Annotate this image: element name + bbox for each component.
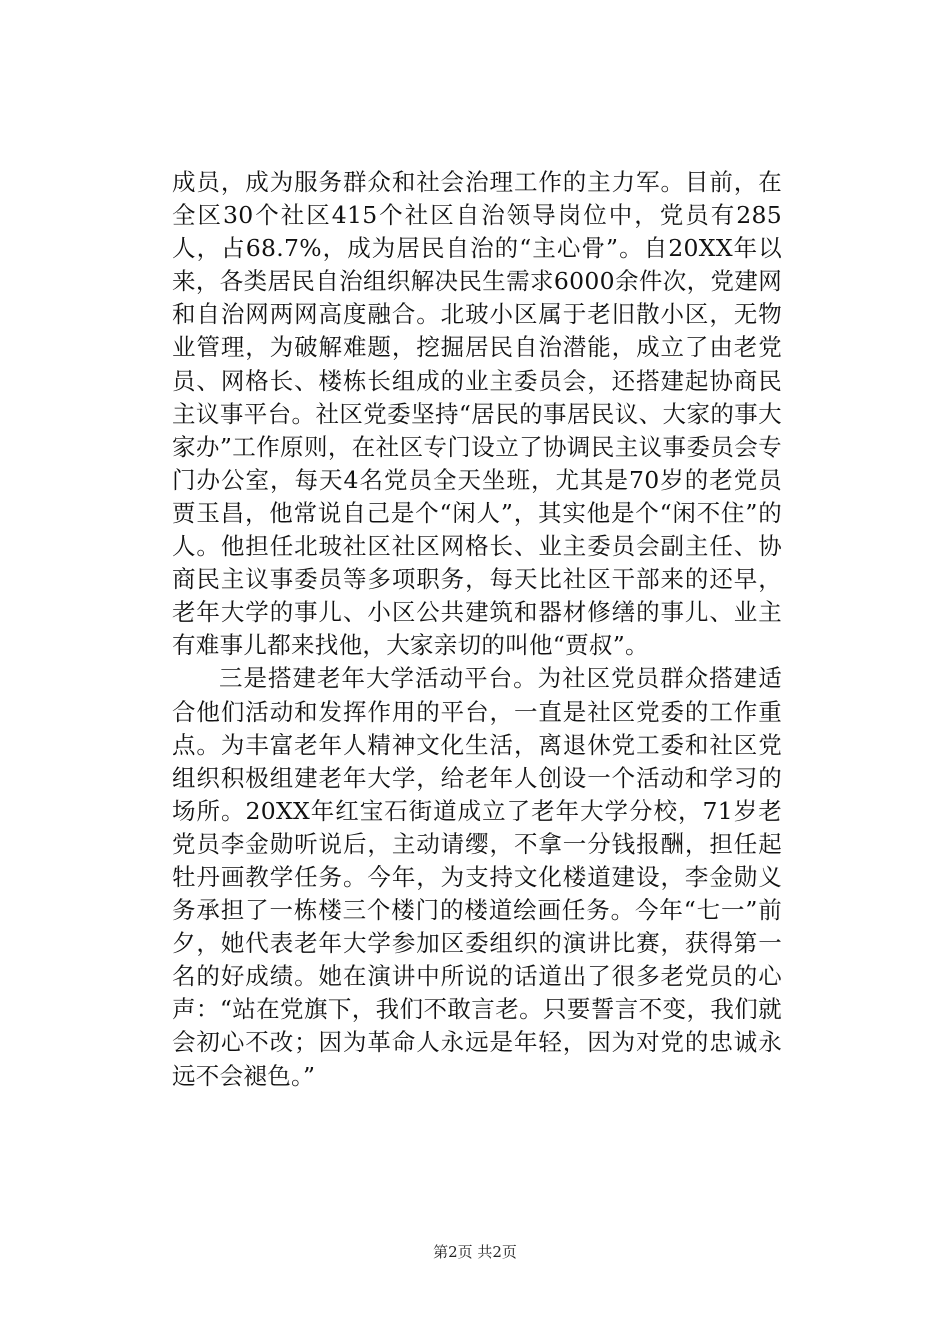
body-text <box>172 166 782 1093</box>
page-footer: 第2页 共2页 <box>433 1243 517 1261</box>
paragraph-continuation: 成员，成为服务群众和社会治理工作的主力军。目前，在全区30个社区415个社区自治领导岗位中，党员有285人，占68.7%，成为居民自治的“主心骨”。自20XX年以来，各类居民自治组织解决民生需求6000余件次，党建网和自治网两网高度融合。北玻小区属于老旧散小区，无物业管理，为破解难题，挖掘居民自治潜能，成立了由老党员、网格长、楼栋长组成的业主委员会，还搭建起协商民主议事平台。社区党委坚持“居民的事居民议、大家的事大家办”工作原则，在社区专门设立了协调民主议事委员会专门办公室，每天4名党员全天坐班，尤其是70岁的老党员贾玉昌，他常说自己是个“闲人”，其实他是个“闲不住”的人。他担任北玻社区社区网格长、业主委员会副主任、协商民主议事委员等多项职务，每天比社区干部来的还早，老年大学的事儿、小区公共建筑和器材修缮的事儿、业主有难事儿都来找他，大家亲切的叫他“贾叔”。 <box>172 168 782 660</box>
paragraph-senior-university: 三是搭建老年大学活动平台。为社区党员群众搭建适合他们活动和发挥作用的平台，一直是社区党委的工作重点。为丰富老年人精神文化生活，离退休党工委和社区党组织积极组建老年大学，给老年人创设一个活动和学习的场所。20XX年红宝石街道成立了老年大学分校，71岁老党员李金勋听说后，主动请缨，不拿一分钱报酬，担任起牡丹画教学任务。今年，为支持文化楼道建设，李金勋义务承担了一栋楼三个楼门的楼道绘画任务。今年“七一”前夕，她代表老年大学参加区委组织的演讲比赛，获得第一名的好成绩。她在演讲中所说的话道出了很多老党员的心声：“站在党旗下，我们不敢言老。只要誓言不变，我们就会初心不改；因为革命人永远是年轻，因为对党的忠诚永远不会褪色。” <box>172 664 782 1090</box>
